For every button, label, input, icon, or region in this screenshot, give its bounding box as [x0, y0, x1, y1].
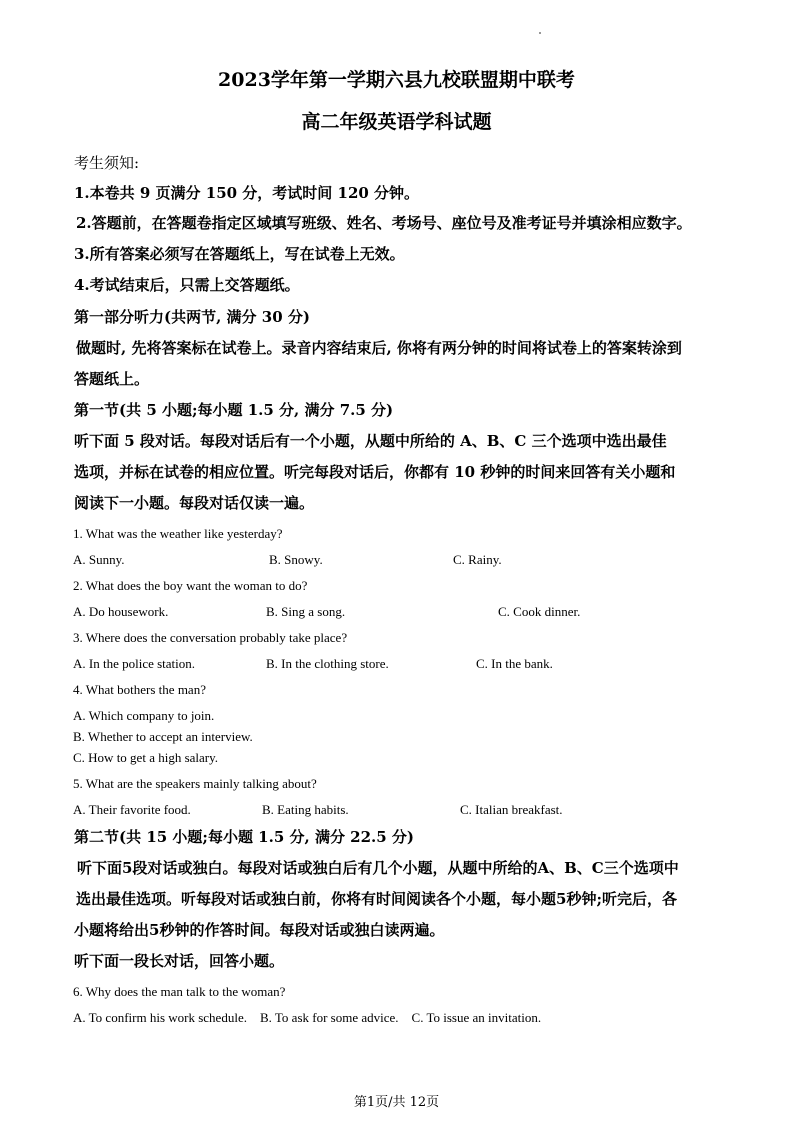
exam-title: 2023学年第一学期六县九校联盟期中联考: [218, 69, 575, 91]
option-b: B. Sing a song.: [266, 604, 346, 619]
option-a: A. In the police station.: [73, 656, 196, 671]
option-c: C. Cook dinner.: [498, 604, 581, 619]
option-c: C. Rainy.: [453, 552, 502, 567]
section1-instruction: 阅读下一小题。每段对话仅读一遍。: [74, 494, 315, 512]
page-number: 第1页/共 12页: [353, 1095, 440, 1110]
question-stem: 1. What was the weather like yesterday?: [73, 526, 283, 541]
notice-item: 2.答题前，在答题卷指定区域填写班级、姓名、考场号、座位号及准考证号并填涂相应数字。: [76, 214, 692, 232]
section2-instruction: 选出最佳选项。听每段对话或独白前，你将有时间阅读各个小题，每小题5秒钟;听完后，各: [76, 890, 677, 908]
part1-instruction: 做题时, 先将答案标在试卷上。录音内容结束后, 你将有两分钟的时间将试卷上的答案转涂到: [76, 339, 682, 357]
section1-instruction: 选项，并标在试卷的相应位置。听完每段对话后，你都有 10 秒钟的时间来回答有关小题和: [74, 463, 676, 481]
option-b: B. Snowy.: [269, 552, 323, 567]
notice-item: 1.本卷共 9 页满分 150 分，考试时间 120 分钟。: [74, 184, 420, 202]
option-b: B. In the clothing store.: [266, 656, 389, 671]
question-options: A. To confirm his work schedule. B. To ask for some advice. C. To issue an invitation.: [73, 1010, 542, 1025]
question-stem: 6. Why does the man talk to the woman?: [73, 984, 286, 999]
question-stem: 5. What are the speakers mainly talking about?: [73, 776, 317, 791]
section2-prompt: 听下面一段长对话，回答小题。: [74, 952, 285, 970]
question-stem: 3. Where does the conversation probably take place?: [73, 630, 348, 645]
option-b: B. Eating habits.: [262, 802, 349, 817]
notice-item: 3.所有答案必须写在答题纸上，写在试卷上无效。: [74, 245, 405, 263]
section1-instruction: 听下面 5 段对话。每段对话后有一个小题，从题中所给的 A、B、C 三个选项中选出最佳: [74, 432, 667, 450]
option-c: C. How to get a high salary.: [73, 750, 219, 765]
stray-dot: [539, 32, 541, 34]
section1-heading: 第一节(共 5 小题;每小题 1.5 分, 满分 7.5 分): [74, 401, 394, 419]
option-a: A. Their favorite food.: [73, 802, 191, 817]
exam-subtitle: 高二年级英语学科试题: [301, 111, 492, 133]
notice-heading: 考生须知:: [74, 154, 140, 172]
question-stem: 2. What does the boy want the woman to do?: [73, 578, 308, 593]
part1-heading: 第一部分听力(共两节, 满分 30 分): [74, 308, 310, 326]
question-stem: 4. What bothers the man?: [73, 682, 206, 697]
option-b: B. Whether to accept an interview.: [73, 729, 253, 744]
part1-instruction: 答题纸上。: [74, 370, 150, 388]
option-a: A. Which company to join.: [73, 708, 215, 723]
notice-item: 4.考试结束后，只需上交答题纸。: [74, 276, 300, 294]
option-c: C. In the bank.: [476, 656, 553, 671]
option-c: C. Italian breakfast.: [460, 802, 563, 817]
section2-instruction: 听下面5段对话或独白。每段对话或独白后有几个小题，从题中所给的A、B、C三个选项中: [77, 859, 679, 877]
section2-instruction: 小题将给出5秒钟的作答时间。每段对话或独白读两遍。: [74, 921, 445, 939]
section2-heading: 第二节(共 15 小题;每小题 1.5 分, 满分 22.5 分): [74, 828, 415, 846]
option-a: A. Sunny.: [73, 552, 125, 567]
option-a: A. Do housework.: [73, 604, 169, 619]
